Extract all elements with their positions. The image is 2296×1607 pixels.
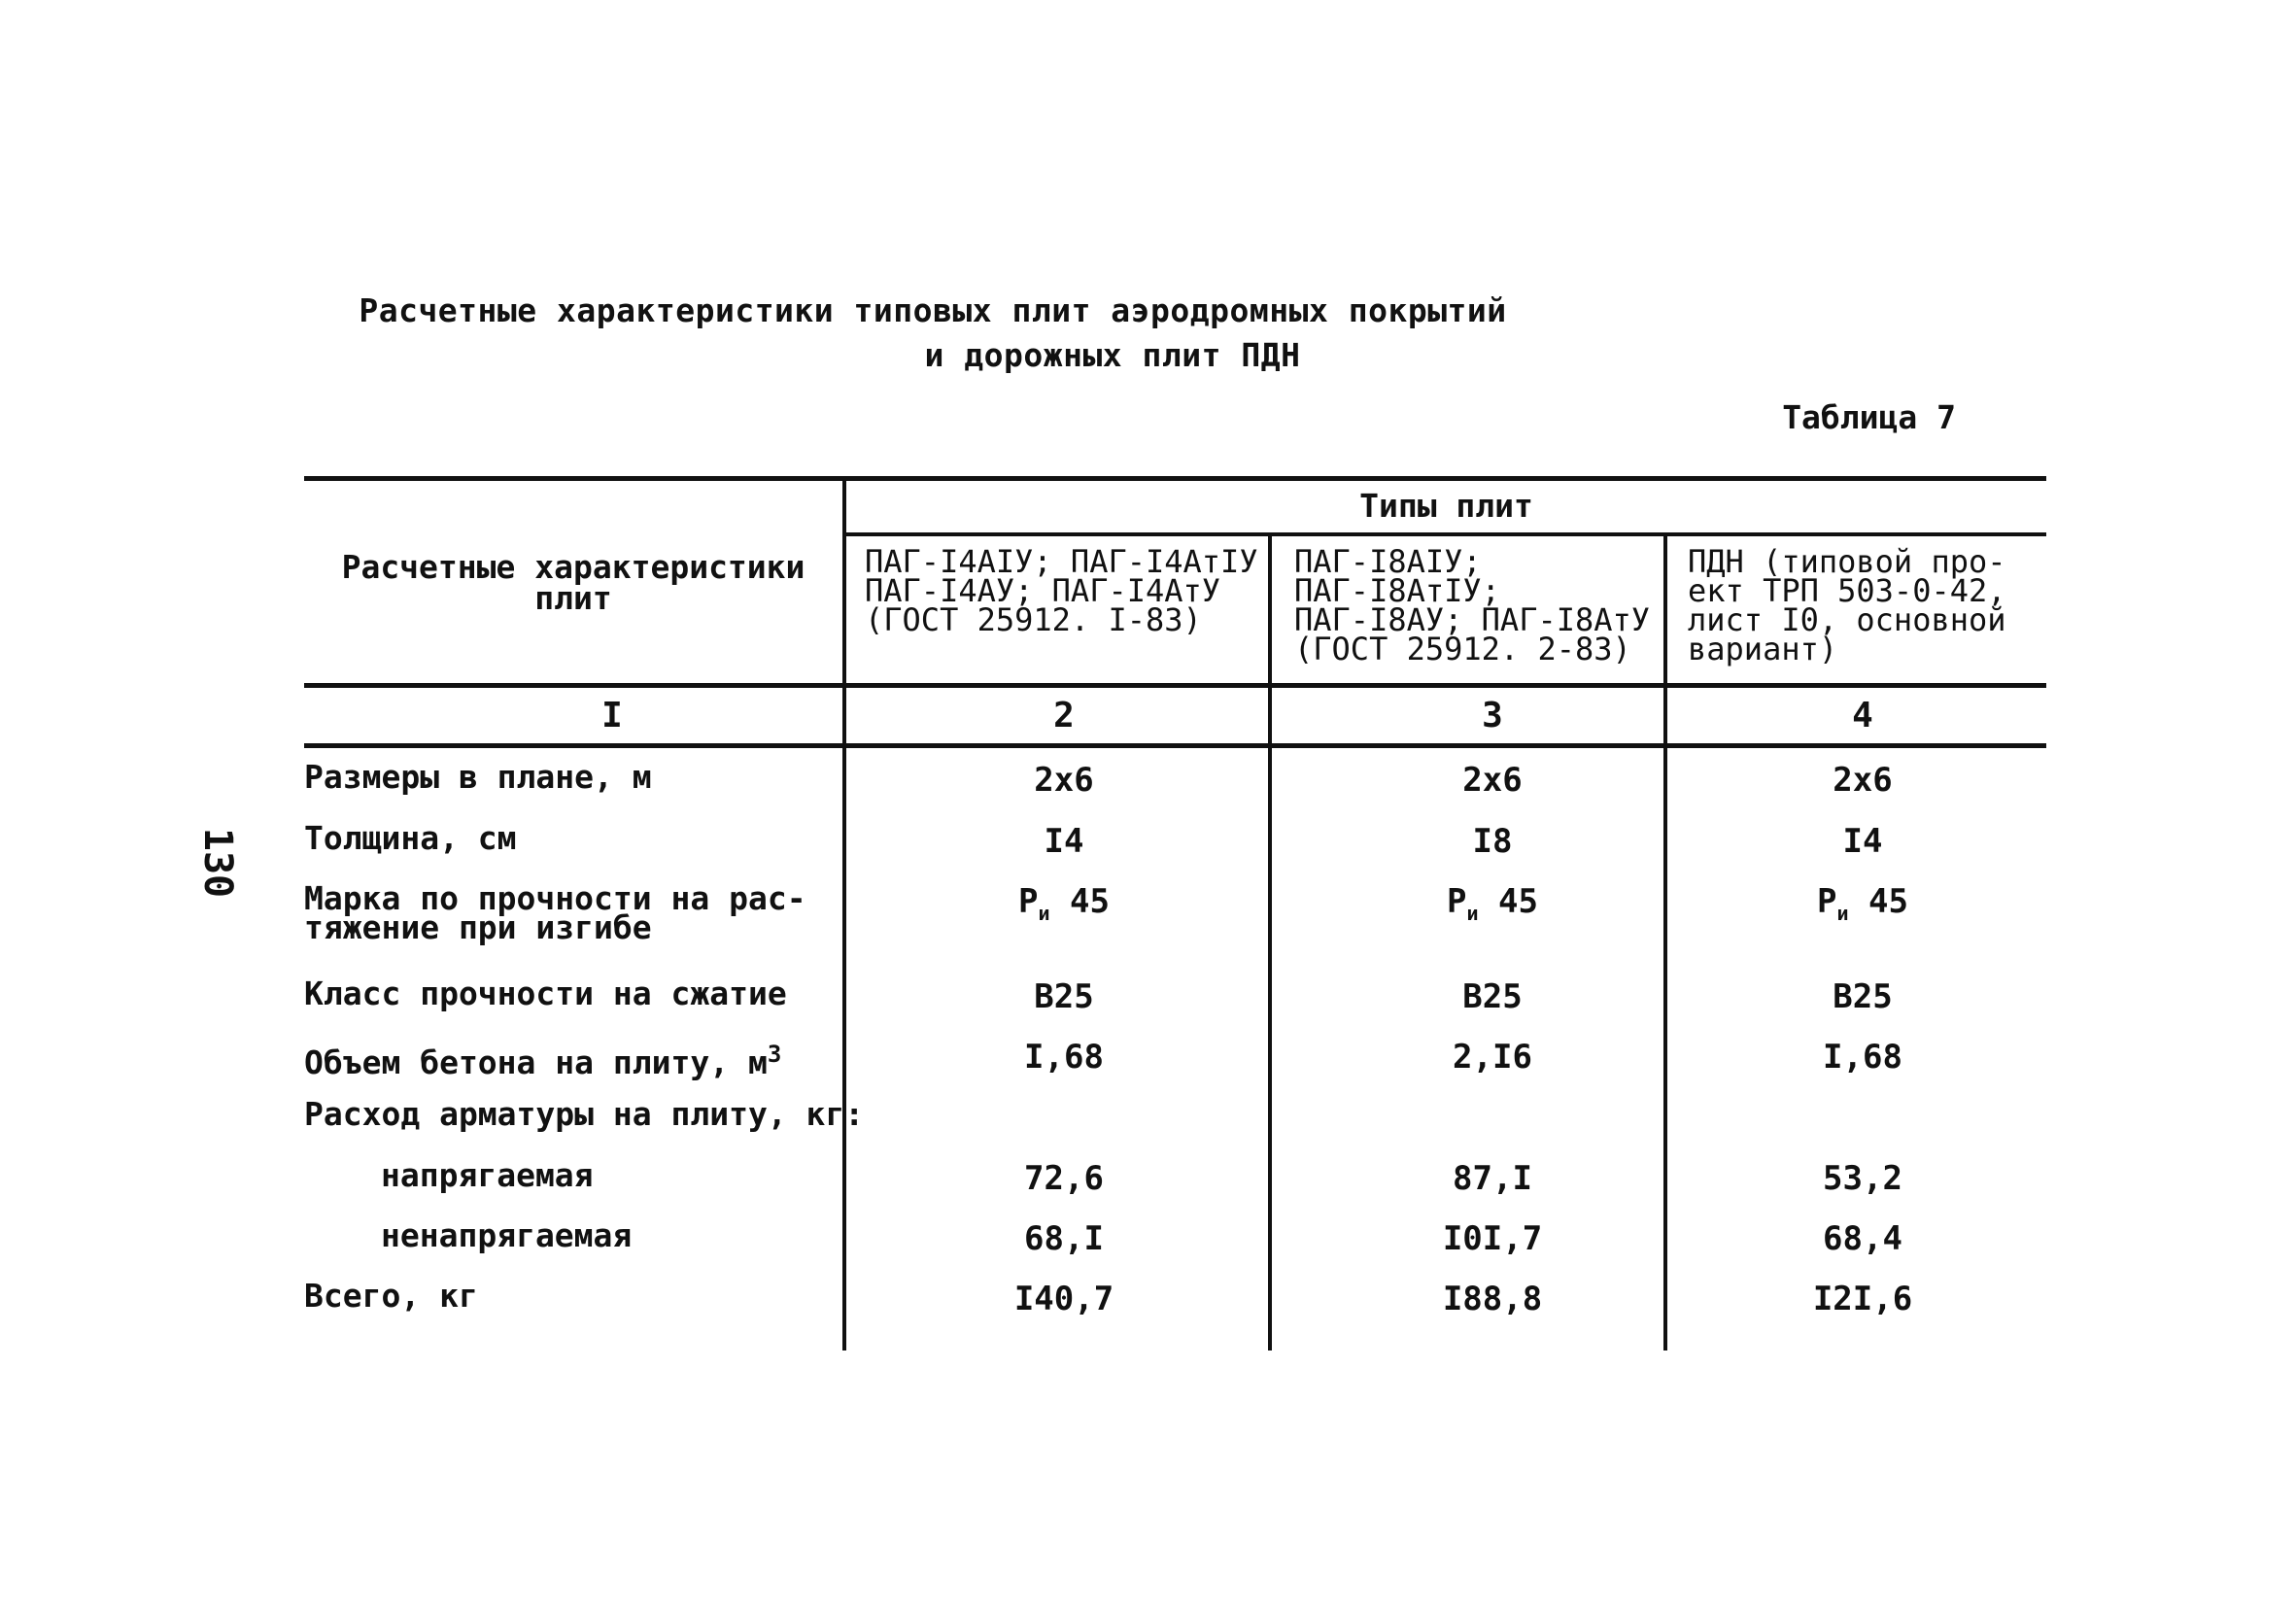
cell-total-col2: I40,7 <box>1013 1280 1114 1318</box>
header-row-label: Расчетные характеристики плит <box>341 548 805 617</box>
header-group-label: Типы плит <box>1359 487 1533 525</box>
grade-letter: Р <box>1817 882 1837 921</box>
row-label-reinforcement: Расход арматуры на плиту, кг: <box>304 1095 865 1133</box>
cell-thickness-col3: I8 <box>1472 822 1513 861</box>
page-number: 130 <box>195 827 241 899</box>
row-label-non-prestressed: ненапрягаемая <box>381 1216 633 1254</box>
plate-type-col3: ПАГ-I8АIУ; ПАГ-I8АтIУ; ПАГ-I8АУ; ПАГ-I8АтУ (ГОСТ 25912. 2-83) <box>1294 543 1651 667</box>
grade-subscript: и <box>1466 901 1479 925</box>
plate-type-col4: ПДН (типовой про- ект ТРП 503-0-42, лист I0, основной вариант) <box>1688 543 2006 667</box>
cell-dimensions-col4: 2x6 <box>1833 761 1893 800</box>
header-bottom-rule <box>304 683 2046 688</box>
row-label-concrete-volume <box>304 1040 782 1081</box>
column-number-2: 2 <box>1053 696 1075 735</box>
plate-type-col2: ПАГ-I4АIУ; ПАГ-I4АтIУ ПАГ-I4АУ; ПАГ-I4АтУ (ГОСТ 25912. I-83) <box>865 543 1258 638</box>
colnum-bottom-rule <box>304 743 2046 748</box>
row-label-prestressed: напрягаемая <box>381 1156 594 1194</box>
cell-prestressed-col4: 53,2 <box>1823 1159 1902 1198</box>
row-label-dimensions: Размеры в плане, м <box>304 758 652 796</box>
group-header-rule <box>843 532 2046 536</box>
cell-tensile-grade-col4 <box>1765 882 1960 925</box>
cell-non-prestressed-col2: 68,I <box>1024 1219 1104 1258</box>
cell-volume-col3: 2,I6 <box>1453 1038 1532 1077</box>
grade-letter: Р <box>1447 882 1467 921</box>
cell-thickness-col4: I4 <box>1842 822 1883 861</box>
cell-thickness-col2: I4 <box>1044 822 1084 861</box>
column-number-3: 3 <box>1482 696 1503 735</box>
column-number-4: 4 <box>1852 696 1873 735</box>
cell-dimensions-col2: 2x6 <box>1034 761 1094 800</box>
cell-total-col3: I88,8 <box>1442 1280 1543 1318</box>
grade-value: 45 <box>1478 882 1538 921</box>
cell-total-col4: I2I,6 <box>1812 1280 1913 1318</box>
concrete-volume-sup: 3 <box>767 1041 782 1068</box>
row-label-tensile-grade: Марка по прочности на рас- тяжение при изгибе <box>304 879 806 946</box>
table-number: Таблица 7 <box>1782 398 1956 436</box>
table-title-line1: Расчетные характеристики типовых плит аэродромных покрытий <box>359 291 1507 329</box>
cell-tensile-grade-col3 <box>1395 882 1590 925</box>
grade-value: 45 <box>1049 882 1110 921</box>
table-title-line2: и дорожных плит ПДН <box>924 336 1301 374</box>
cell-prestressed-col3: 87,I <box>1453 1159 1532 1198</box>
grade-subscript: и <box>1038 901 1050 925</box>
col-divider-2 <box>1268 534 1272 1351</box>
row-label-compression-class: Класс прочности на сжатие <box>304 974 787 1012</box>
cell-dimensions-col3: 2x6 <box>1462 761 1523 800</box>
cell-volume-col4: I,68 <box>1823 1038 1902 1077</box>
concrete-volume-text: Объем бетона на плиту, м <box>304 1043 768 1081</box>
cell-prestressed-col2: 72,6 <box>1024 1159 1104 1198</box>
table-top-rule <box>304 476 2046 481</box>
column-number-1: I <box>601 696 623 735</box>
cell-volume-col2: I,68 <box>1024 1038 1104 1077</box>
grade-letter: Р <box>1018 882 1039 921</box>
cell-non-prestressed-col3: I0I,7 <box>1442 1219 1543 1258</box>
cell-compression-col4: В25 <box>1833 977 1893 1016</box>
row-label-total: Всего, кг <box>304 1277 478 1315</box>
cell-non-prestressed-col4: 68,4 <box>1823 1219 1902 1258</box>
cell-compression-col2: В25 <box>1034 977 1094 1016</box>
cell-compression-col3: В25 <box>1462 977 1523 1016</box>
cell-tensile-grade-col2 <box>967 882 1161 925</box>
col-divider-3 <box>1663 534 1667 1351</box>
grade-subscript: и <box>1836 901 1849 925</box>
col-divider-1 <box>842 476 846 1351</box>
row-label-thickness: Толщина, см <box>304 819 517 857</box>
grade-value: 45 <box>1848 882 1908 921</box>
